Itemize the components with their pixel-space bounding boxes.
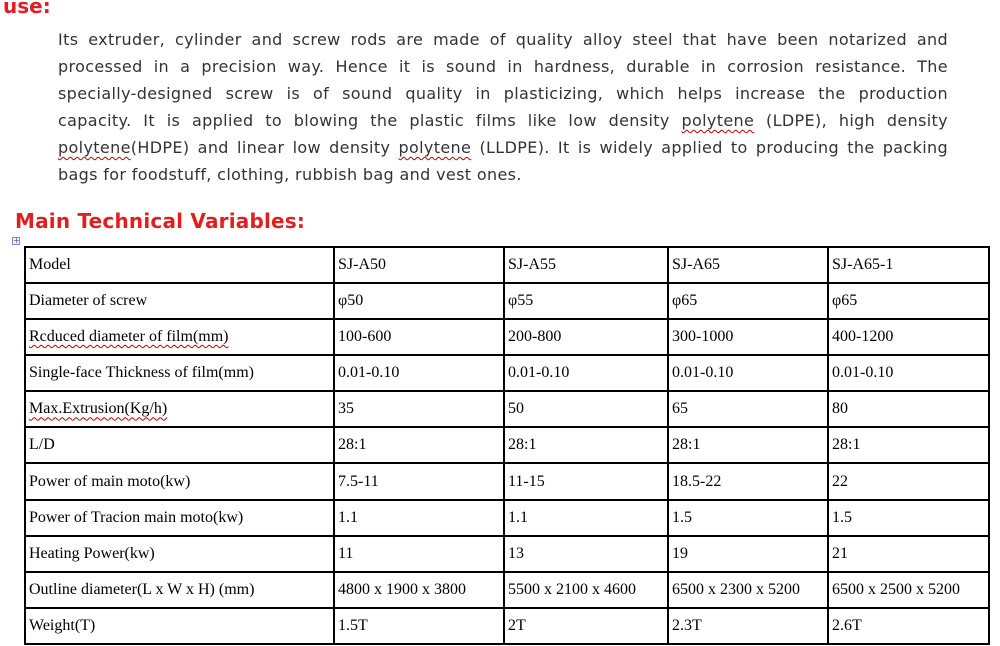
table-cell: 50 xyxy=(504,391,668,427)
table-row xyxy=(25,500,989,536)
row-label: Single-face Thickness of film(mm) xyxy=(25,355,334,391)
table-cell: 300-1000 xyxy=(668,319,828,355)
table-row xyxy=(25,319,989,355)
table-cell: 1.1 xyxy=(334,500,504,536)
table-cell: 1.5T xyxy=(334,608,504,644)
misspelled-word: polytene xyxy=(58,138,131,157)
table-cell: 28:1 xyxy=(334,427,504,463)
row-label: Heating Power(kw) xyxy=(25,536,334,572)
table-cell: 5500 x 2100 x 4600 xyxy=(504,572,668,608)
table-row xyxy=(25,536,989,572)
row-label: Weight(T) xyxy=(25,608,334,644)
table-cell: 18.5-22 xyxy=(668,463,828,499)
row-label: L/D xyxy=(25,427,334,463)
table-cell: 19 xyxy=(668,536,828,572)
row-label: Outline diameter(L x W x H) (mm) xyxy=(25,572,334,608)
misspelled-word: polytene xyxy=(681,111,755,130)
table-row xyxy=(25,608,989,644)
row-label xyxy=(25,319,334,355)
table-cell: 2.3T xyxy=(668,608,828,644)
table-cell: 13 xyxy=(504,536,668,572)
table-cell: 35 xyxy=(334,391,504,427)
table-cell: 7.5-11 xyxy=(334,463,504,499)
intro-line: Its extruder, cylinder and screw rods are made of quality alloy steel that have been notarized and xyxy=(58,30,948,49)
table-cell: SJ-A55 xyxy=(504,247,668,283)
intro-line: processed in a precision way. Hence it is sound in hardness, durable in corrosion resistance. The xyxy=(58,57,948,76)
table-cell: 6500 x 2300 x 5200 xyxy=(668,572,828,608)
table-cell: 0.01-0.10 xyxy=(828,355,989,391)
table-cell: SJ-A50 xyxy=(334,247,504,283)
row-label: Power of Tracion main moto(kw) xyxy=(25,500,334,536)
table-cell: 200-800 xyxy=(504,319,668,355)
table-row xyxy=(25,355,989,391)
table-cell: 2T xyxy=(504,608,668,644)
main-heading: Main Technical Variables: xyxy=(15,209,306,233)
table-cell: 28:1 xyxy=(668,427,828,463)
row-label: Diameter of screw xyxy=(25,283,334,319)
table-cell: 400-1200 xyxy=(828,319,989,355)
intro-line xyxy=(58,134,948,161)
table-cell: 28:1 xyxy=(828,427,989,463)
misspelled-word: polytene xyxy=(398,138,472,157)
table-cell: 0.01-0.10 xyxy=(334,355,504,391)
table-cell: 2.6T xyxy=(828,608,989,644)
table-cell: 0.01-0.10 xyxy=(504,355,668,391)
use-heading: use: xyxy=(3,0,51,18)
intro-line xyxy=(58,107,948,134)
table-cell: 11-15 xyxy=(504,463,668,499)
intro-line: specially-designed screw is of sound quality in plasticizing, which helps increase the production xyxy=(58,84,948,103)
table-cell: SJ-A65-1 xyxy=(828,247,989,283)
table-row xyxy=(25,247,989,283)
table-cell: 22 xyxy=(828,463,989,499)
table-row xyxy=(25,427,989,463)
spec-table xyxy=(24,246,990,645)
row-label xyxy=(25,391,334,427)
intro-text: (HDPE) and linear low density xyxy=(130,138,399,157)
table-cell: 65 xyxy=(668,391,828,427)
table-row xyxy=(25,283,989,319)
table-cell: φ55 xyxy=(504,283,668,319)
intro-text: (LDPE), high density xyxy=(754,111,949,130)
table-cell: 1.1 xyxy=(504,500,668,536)
intro-paragraph xyxy=(58,26,948,188)
table-cell: 28:1 xyxy=(504,427,668,463)
row-label: Power of main moto(kw) xyxy=(25,463,334,499)
table-cell: 6500 x 2500 x 5200 xyxy=(828,572,989,608)
table-row xyxy=(25,572,989,608)
table-row xyxy=(25,391,989,427)
table-cell: 4800 x 1900 x 3800 xyxy=(334,572,504,608)
table-cell: φ50 xyxy=(334,283,504,319)
table-cell: 100-600 xyxy=(334,319,504,355)
intro-text: (LLDPE). It is widely applied to producing the packing xyxy=(471,138,948,157)
row-label: Model xyxy=(25,247,334,283)
table-cell: 1.5 xyxy=(828,500,989,536)
table-cell: 80 xyxy=(828,391,989,427)
table-row xyxy=(25,463,989,499)
row-label-text: Max.Extrusion(Kg/h) xyxy=(29,400,168,418)
table-cell: φ65 xyxy=(828,283,989,319)
intro-text: capacity. It is applied to blowing the plastic films like low density xyxy=(58,111,682,130)
row-label-text: Rcduced diameter of film(mm) xyxy=(29,328,229,346)
table-cell: 11 xyxy=(334,536,504,572)
table-cell: SJ-A65 xyxy=(668,247,828,283)
table-cell: 1.5 xyxy=(668,500,828,536)
table-move-handle-icon[interactable]: + xyxy=(13,236,20,245)
intro-line: bags for foodstuff, clothing, rubbish bag and vest ones. xyxy=(58,165,522,184)
table-cell: 21 xyxy=(828,536,989,572)
table-cell: φ65 xyxy=(668,283,828,319)
table-cell: 0.01-0.10 xyxy=(668,355,828,391)
